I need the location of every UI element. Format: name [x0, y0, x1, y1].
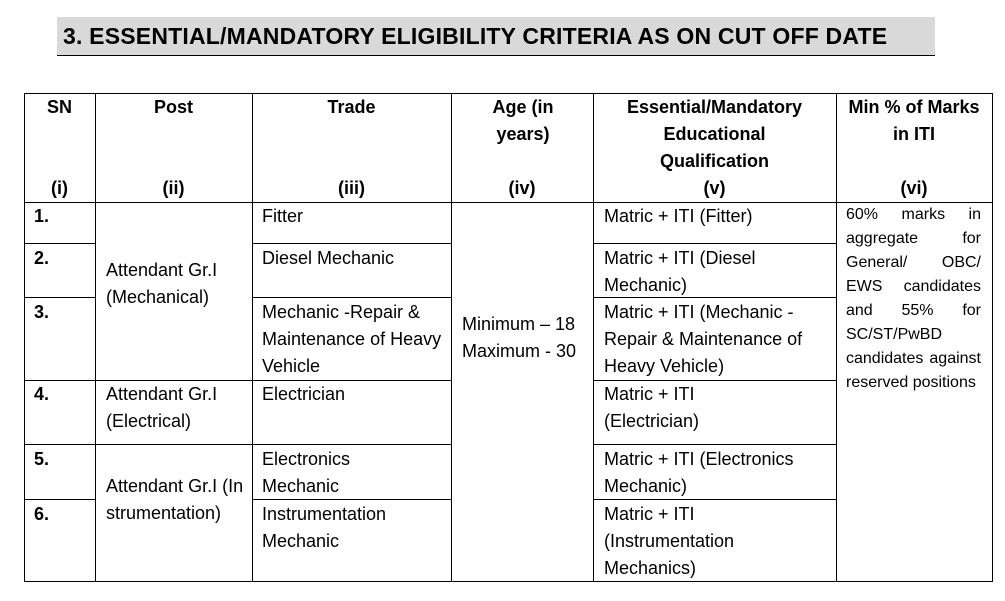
trade-cell: Fitter	[262, 206, 304, 226]
section-heading	[57, 17, 935, 56]
qualification-cell: Matric + ITI (Instrumentation Mechanics)	[604, 504, 735, 578]
min-marks-text: 60% marks in aggregate for General/ OBC/ EWS candidates and 55% for SC/ST/PwBD candidates against reserved positions	[846, 206, 981, 391]
header-age: Age (in years)	[492, 97, 554, 144]
row-sn: 5.	[34, 449, 50, 469]
qualification-cell: Matric + ITI (Diesel Mechanic)	[604, 248, 756, 295]
header-roman-post: (ii)	[162, 178, 185, 198]
column-divider	[992, 93, 993, 582]
header-post: Post	[153, 97, 193, 117]
post-electrical: Attendant Gr.I (Electrical)	[106, 384, 218, 431]
header-roman-marks: (vi)	[900, 178, 928, 198]
row-divider	[593, 444, 836, 445]
row-divider	[252, 444, 451, 445]
table-border-bottom	[24, 581, 993, 582]
row-divider	[24, 499, 95, 500]
row-divider	[24, 243, 95, 244]
column-divider	[836, 93, 837, 582]
header-roman-trade: (iii)	[338, 178, 365, 198]
column-divider	[451, 93, 452, 582]
column-divider	[24, 93, 25, 582]
row-divider	[95, 444, 252, 445]
row-divider	[24, 297, 95, 298]
row-sn: 1.	[34, 206, 50, 226]
post-instrumentation: Attendant Gr.I (Instrumentation)	[106, 476, 244, 523]
section-title: 3. ESSENTIAL/MANDATORY ELIGIBILITY CRITERIA AS ON CUT OFF DATE	[63, 23, 888, 49]
column-divider	[593, 93, 594, 582]
qualification-cell: Matric + ITI (Fitter)	[604, 206, 753, 226]
trade-cell: Electronics Mechanic	[262, 449, 351, 496]
trade-cell: Diesel Mechanic	[262, 248, 395, 268]
row-sn: 4.	[34, 384, 50, 404]
column-divider	[95, 93, 96, 582]
header-sn: SN	[46, 97, 72, 117]
header-trade: Trade	[327, 97, 376, 117]
trade-cell: Mechanic -Repair & Maintenance of Heavy Vehicle	[262, 302, 442, 376]
row-divider	[252, 243, 451, 244]
age-range: Minimum – 18 Maximum - 30	[462, 314, 577, 361]
row-divider	[24, 444, 95, 445]
header-qualification: Essential/Mandatory Educational Qualification	[626, 97, 803, 171]
header-roman-age: (iv)	[508, 178, 536, 198]
column-divider	[252, 93, 253, 582]
trade-cell: Instrumentation Mechanic	[262, 504, 387, 551]
row-divider	[593, 243, 836, 244]
header-roman-sn: (i)	[51, 178, 68, 198]
post-mechanical: Attendant Gr.I (Mechanical)	[106, 260, 218, 307]
qualification-cell: Matric + ITI (Electrician)	[604, 384, 700, 431]
qualification-cell: Matric + ITI (Mechanic - Repair & Maintenance of Heavy Vehicle)	[604, 302, 803, 376]
trade-cell: Electrician	[262, 384, 346, 404]
row-sn: 3.	[34, 302, 50, 322]
header-min-marks: Min % of Marks in ITI	[848, 97, 980, 144]
row-sn: 6.	[34, 504, 50, 524]
header-roman-qualification: (v)	[703, 178, 726, 198]
row-sn: 2.	[34, 248, 50, 268]
row-divider	[252, 297, 451, 298]
qualification-cell: Matric + ITI (Electronics Mechanic)	[604, 449, 794, 496]
